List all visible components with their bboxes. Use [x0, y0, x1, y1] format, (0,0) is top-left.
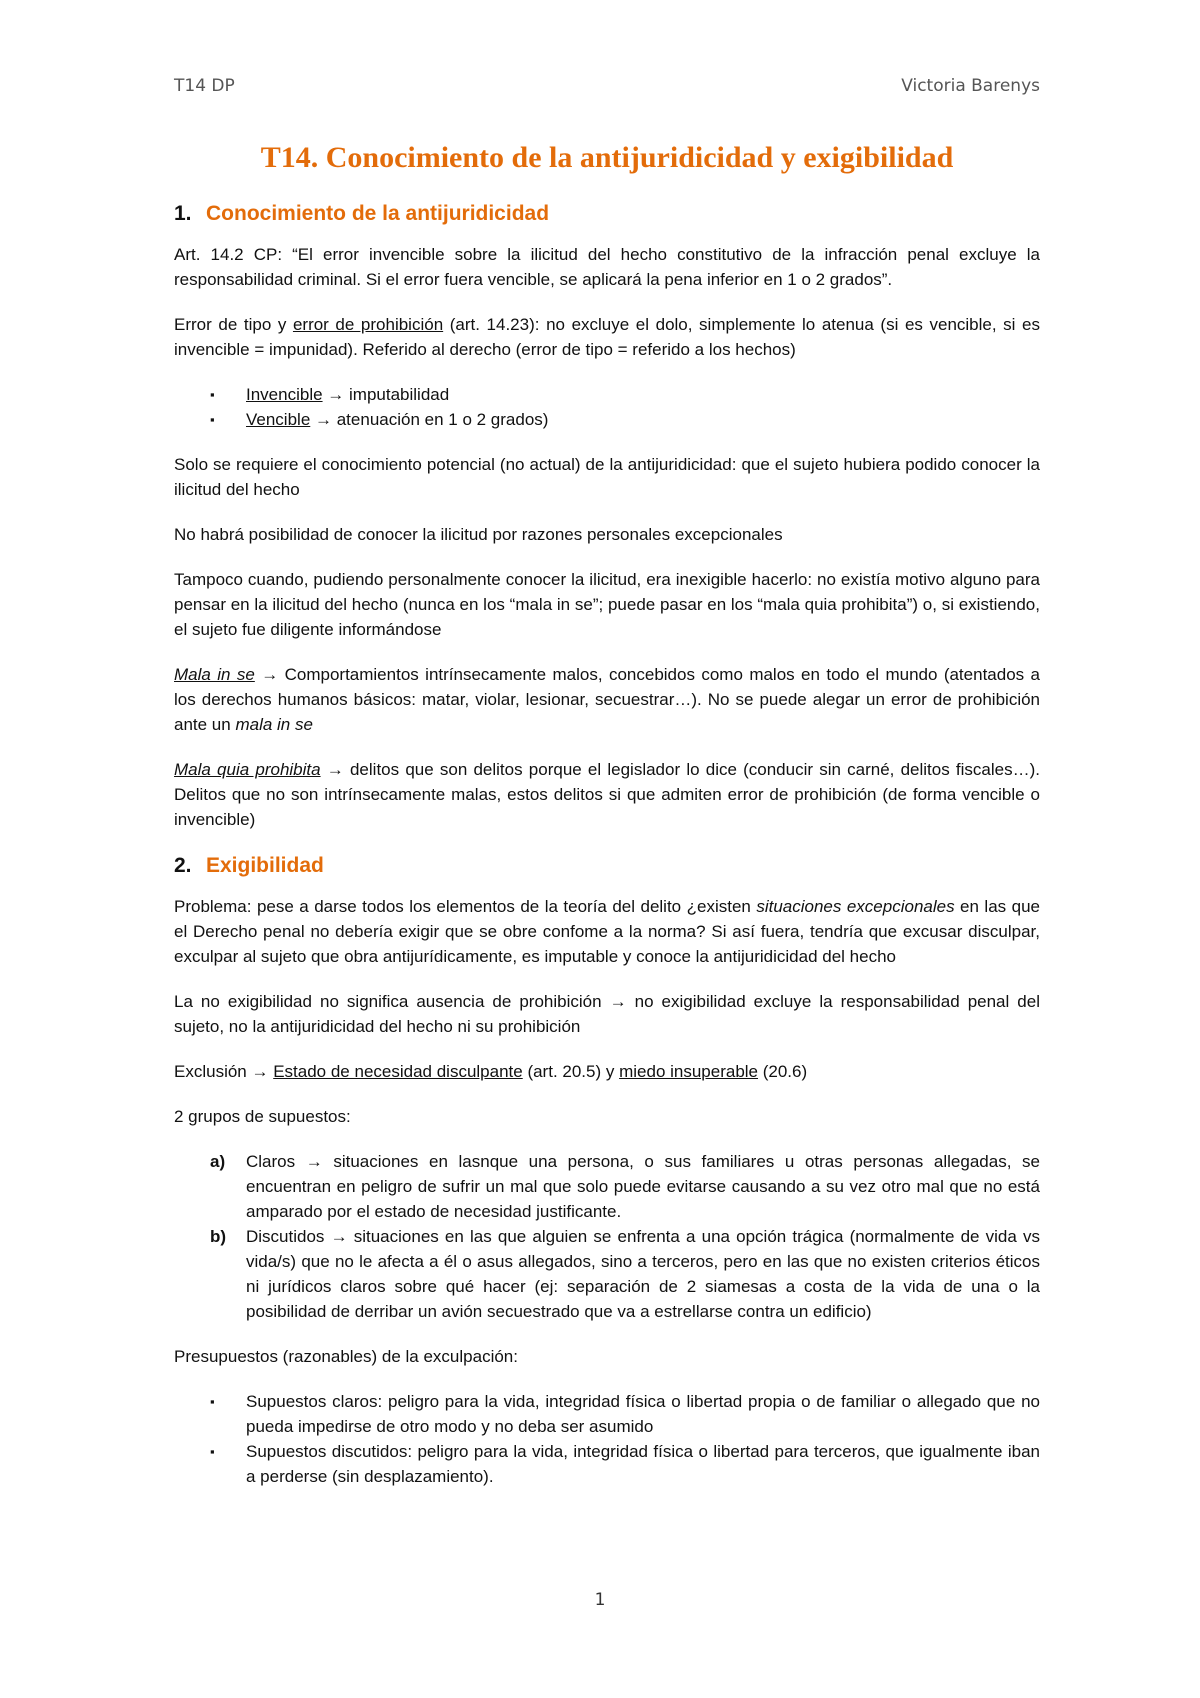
lettered-list-groups — [174, 1149, 1040, 1324]
list-item — [174, 1149, 1040, 1224]
section-2-paragraph-3 — [174, 1059, 1040, 1084]
list-item — [174, 407, 1040, 432]
list-item — [174, 1224, 1040, 1324]
section-1-heading-text: Conocimiento de la antijuridicidad — [206, 202, 550, 225]
list-item: ▪ Supuestos claros: peligro para la vida, integridad física o libertad propia o de familiar o allegado que no pueda impedirse de otro modo y no deba ser asumido — [174, 1389, 1040, 1439]
section-1-paragraph-1: Art. 14.2 CP: “El error invencible sobre la ilicitud del hecho constitutivo de la infracción penal excluye la responsabilidad criminal. Si el error fuera vencible, se aplicará la pena inferior en 1 o 2 grados”. — [174, 245, 1040, 289]
underlined-term: Estado de necesidad disculpante — [273, 1062, 523, 1081]
text-run: (art. 14.23): no excluye el dolo, simplemente lo atenua (si es vencible, si es invencible = impunidad). Referido al derecho (error de tipo = referido a los hechos) — [174, 315, 1040, 359]
text-run: (20.6) — [758, 1062, 808, 1081]
underlined-term: error de prohibición — [292, 315, 444, 334]
list-item-text: Discutidos → situaciones en las que alguien se enfrenta a una opción trágica (normalmente de vida vs vida/s) que no le afecta a él o asus allegados, sino a terceros, pero en las que no existen criterios éticos ni jurídicos claros sobre qué hacer (ej: separación de 2 siamesas a costa de la vida de una o la posibilidad de derribar un avión secuestrado que va a estrellarse contra un edificio) — [246, 1227, 1040, 1321]
section-2-paragraph-4: 2 grupos de supuestos: — [174, 1107, 351, 1126]
list-item — [174, 382, 1040, 407]
list-item-text: → imputabilidad — [322, 385, 450, 404]
text-run: (art. 20.5) y — [522, 1062, 620, 1081]
section-2-paragraph-2: La no exigibilidad no significa ausencia de prohibición → no exigibilidad excluye la responsabilidad penal del sujeto, no la antijuridicidad del hecho ni su prohibición — [174, 992, 1040, 1036]
italic-term: mala in se — [235, 715, 313, 734]
page-header-right: Victoria Barenys — [901, 76, 1040, 96]
list-item-text: → atenuación en 1 o 2 grados) — [310, 410, 549, 429]
section-1-number: 1. — [174, 202, 192, 225]
section-1-paragraph-mala-quia-prohibita — [174, 757, 1040, 832]
bullet-list-presupuestos — [174, 1389, 1040, 1489]
section-2-paragraph-1 — [174, 894, 1040, 969]
section-2-heading-text: Exigibilidad — [206, 854, 324, 877]
section-1-paragraph-4: No habrá posibilidad de conocer la ilicitud por razones personales excepcionales — [174, 525, 783, 544]
document-body — [174, 140, 1040, 1509]
text-run: Error de tipo y — [174, 315, 293, 334]
section-1-paragraph-3: Solo se requiere el conocimiento potencial (no actual) de la antijuridicidad: que el sujeto hubiera podido conocer la ilicitud del hecho — [174, 455, 1040, 499]
list-item-text: Claros → situaciones en lasnque una persona, o sus familiares u otras personas allegadas, se encuentran en peligro de sufrir un mal que solo puede evitarse causando a su vez otro mal que no está amparado por el estado de necesidad justificante. — [246, 1152, 1040, 1221]
section-2-number: 2. — [174, 854, 192, 877]
page-number: 1 — [594, 1590, 606, 1610]
section-1-paragraph-5: Tampoco cuando, pudiendo personalmente conocer la ilicitud, era inexigible hacerlo: no existía motivo alguno para pensar en la ilicitud del hecho (nunca en los “mala in se”; puede pasar en los “mala quia prohibita”) o, si existiendo, el sujeto fue diligente informándose — [174, 570, 1040, 639]
section-1-heading — [174, 200, 1040, 228]
text-run: → delitos que son delitos porque el legislador lo dice (conducir sin carné, delitos fiscales…). Delitos que no son intrínsecamente malas, estos delitos si que admiten error de prohibición (de forma vencible o invencible) — [174, 760, 1040, 829]
italic-term: Mala quia prohibita — [174, 760, 321, 779]
section-2-paragraph-5: Presupuestos (razonables) de la exculpación: — [174, 1347, 518, 1366]
text-run: Problema: pese a darse todos los elementos de la teoría del delito ¿existen — [174, 897, 757, 916]
document-title: T14. Conocimiento de la antijuridicidad y exigibilidad — [260, 141, 954, 174]
text-run: en las que el Derecho penal no debería exigir que se obre confome a la norma? Si así fuera, tendría que excusar disculpar, exculpar al sujeto que obra antijurídicamente, es imputable y conoce la antijuridicidad del hecho — [174, 897, 1040, 966]
section-1-paragraph-mala-in-se — [174, 662, 1040, 737]
underlined-term: Invencible — [246, 385, 323, 404]
text-run: → Comportamientos intrínsecamente malos, concebidos como malos en todo el mundo (atentados a los derechos humanos básicos: matar, violar, lesionar, secuestrar…). No se puede alegar un error de prohibición ante un — [174, 665, 1041, 734]
bullet-list-error-types — [174, 382, 1040, 432]
page-header-left: T14 DP — [174, 76, 235, 96]
list-marker: b) — [210, 1227, 227, 1246]
text-run: Exclusión → — [174, 1062, 274, 1081]
italic-term: situaciones excepcionales — [756, 897, 955, 916]
italic-term: Mala in se — [174, 665, 255, 684]
section-1-paragraph-2 — [174, 312, 1040, 362]
list-item: ▪ Supuestos discutidos: peligro para la vida, integridad física o libertad para terceros, que igualmente iban a perderse (sin desplazamiento). — [174, 1439, 1040, 1489]
underlined-term: miedo insuperable — [619, 1062, 759, 1081]
list-marker: a) — [210, 1152, 226, 1171]
underlined-term: Vencible — [246, 410, 311, 429]
section-2-heading — [174, 852, 1040, 880]
